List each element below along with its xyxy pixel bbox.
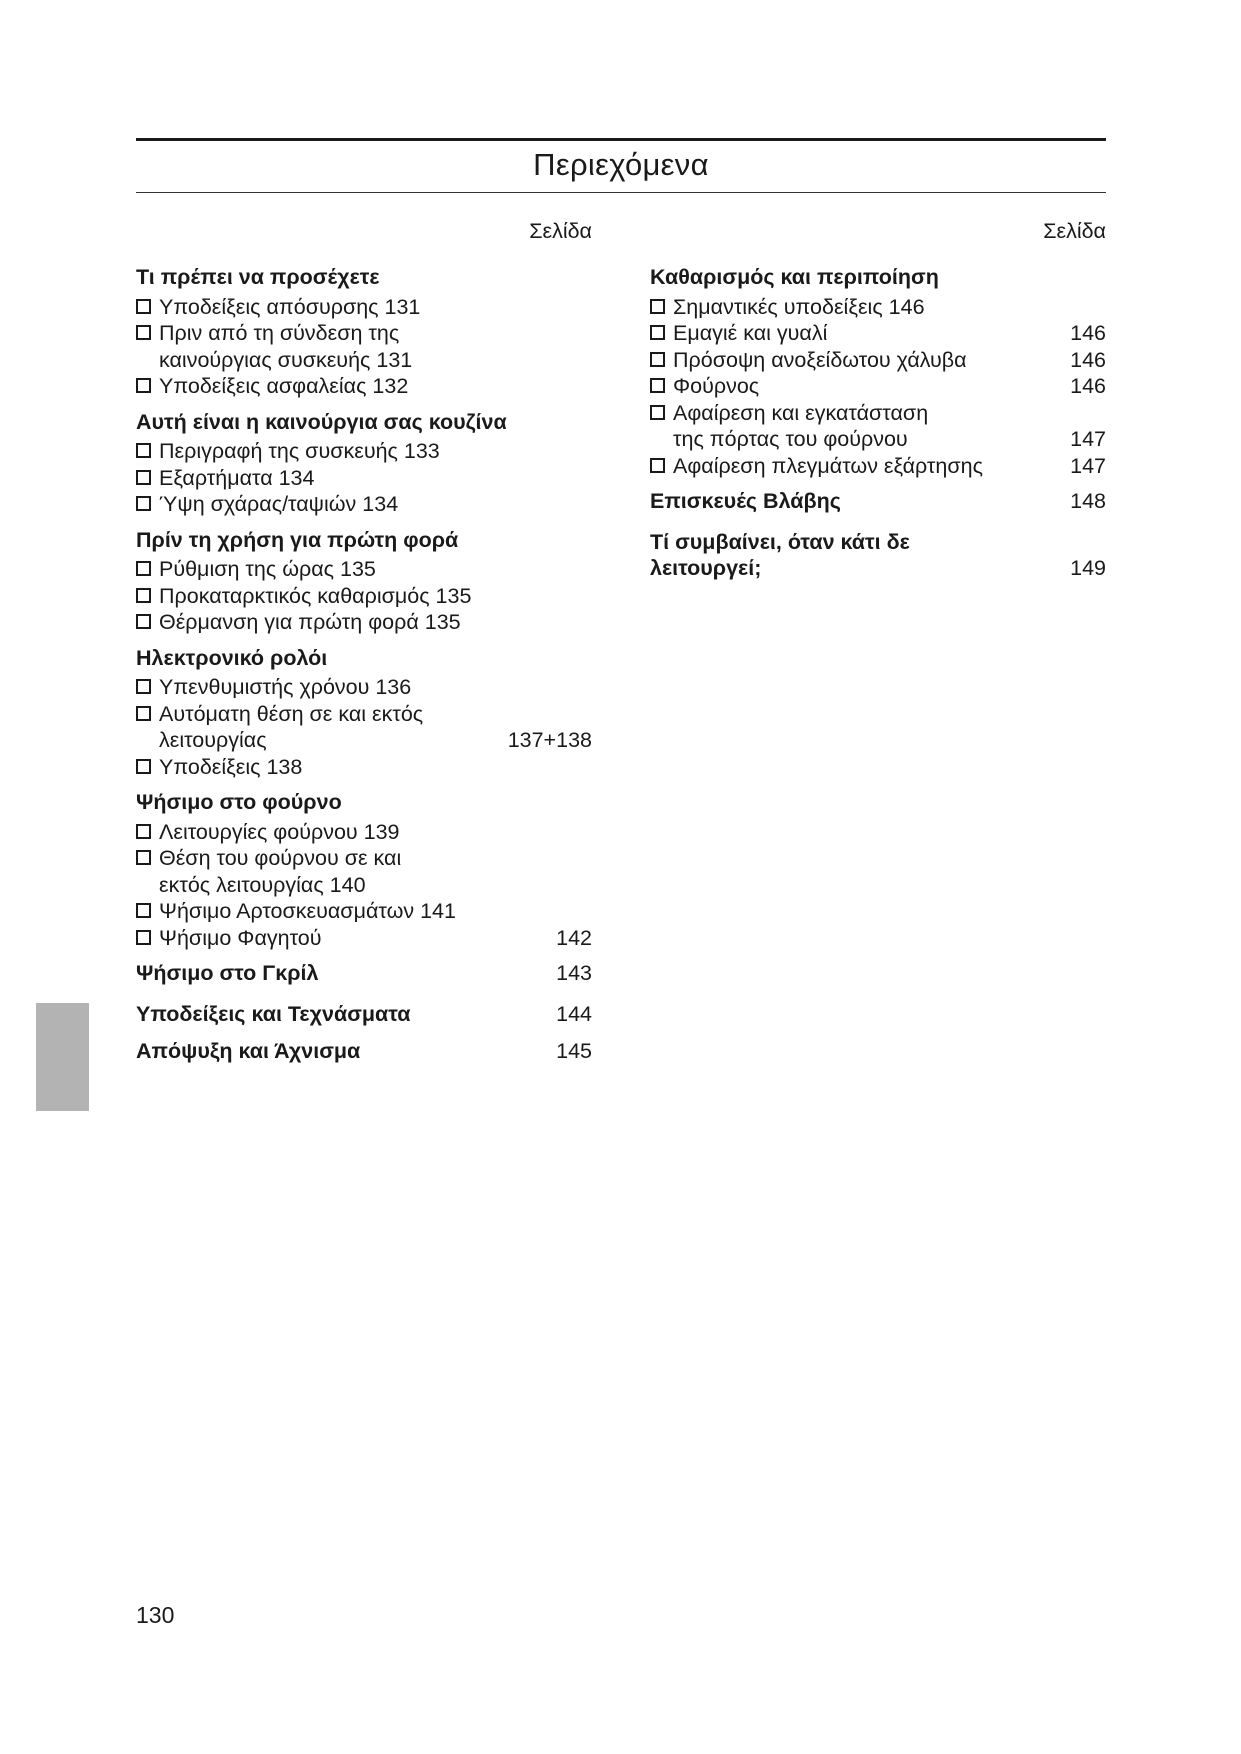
toc-item[interactable] — [136, 674, 592, 701]
toc-item-text: Ψήσιμο Φαγητού — [159, 925, 322, 950]
toc-section — [136, 409, 592, 518]
toc-item-page: 146 — [1070, 321, 1106, 345]
toc-item-line: Θέση του φούρνου σε και — [159, 846, 402, 870]
toc-section — [136, 1001, 592, 1028]
toc-item[interactable] — [136, 465, 592, 492]
toc-item-text: Υπενθυμιστής χρόνου 136 — [159, 675, 412, 699]
toc-heading-text — [650, 529, 1058, 582]
toc-item-text: Υποδείξεις απόσυρσης 131 — [159, 294, 421, 319]
checkbox-square-icon — [650, 458, 665, 473]
toc-item[interactable] — [650, 373, 1106, 400]
checkbox-square-icon — [136, 706, 151, 721]
checkbox-square-icon — [136, 903, 151, 918]
checkbox-square-icon — [136, 496, 151, 511]
toc-section — [650, 529, 1106, 582]
toc-item-text: Υποδείξεις ασφαλείας 132 — [159, 374, 409, 398]
checkbox-square-icon — [136, 325, 151, 340]
toc-item-text — [159, 320, 592, 373]
page-column-label: Σελίδα — [1043, 219, 1106, 243]
checkbox-square-icon — [136, 850, 151, 865]
checkbox-square-icon — [136, 561, 151, 576]
toc-section-heading[interactable] — [136, 1001, 592, 1028]
checkbox-square-icon — [136, 470, 151, 485]
toc-section — [650, 264, 1106, 479]
toc-item-line: Αφαίρεση και εγκατάσταση — [673, 400, 929, 425]
page-title: Περιεχόμενα — [533, 147, 709, 182]
toc-section-heading[interactable] — [650, 264, 1106, 291]
toc-section — [136, 1038, 592, 1065]
page-number: 130 — [136, 1602, 175, 1628]
toc-section-heading[interactable] — [136, 264, 592, 291]
toc-heading-text: Καθαρισμός και περιποίηση — [650, 265, 939, 289]
toc-section — [136, 960, 592, 987]
toc-item[interactable] — [650, 347, 1106, 374]
toc-item[interactable] — [136, 925, 592, 952]
toc-item-text: Σημαντικές υποδείξεις 146 — [673, 294, 925, 319]
checkbox-square-icon — [136, 824, 151, 839]
toc-item[interactable] — [136, 294, 592, 321]
checkbox-square-icon — [650, 325, 665, 340]
toc-heading-text: Αυτή είναι η καινούργια σας κουζίνα — [136, 409, 507, 434]
toc-left-column — [136, 218, 592, 1074]
toc-item-text: Αφαίρεση πλεγμάτων εξάρτησης — [673, 453, 983, 478]
toc-item[interactable] — [136, 754, 592, 781]
toc-item-text: Θέρμανση για πρώτη φορά 135 — [159, 610, 461, 634]
toc-heading-page: 145 — [556, 1039, 592, 1063]
toc-item-page: 147 — [1070, 427, 1106, 451]
toc-item-line: Πριν από τη σύνδεση της — [159, 321, 400, 345]
toc-section — [136, 527, 592, 636]
toc-section-heading[interactable] — [136, 409, 592, 436]
toc-item-text — [673, 400, 1060, 453]
checkbox-square-icon — [136, 443, 151, 458]
checkbox-square-icon — [650, 352, 665, 367]
toc-item[interactable] — [136, 898, 592, 925]
toc-section — [136, 645, 592, 781]
toc-item-text: Περιγραφή της συσκευής 133 — [159, 439, 440, 463]
toc-section — [136, 264, 592, 400]
toc-item-page: 137+138 — [507, 728, 592, 752]
toc-section-heading[interactable] — [136, 527, 592, 554]
toc-item-text: Λειτουργίες φούρνου 139 — [159, 819, 400, 844]
toc-item[interactable] — [136, 819, 592, 846]
toc-item-page: 146 — [1070, 374, 1106, 398]
page-column-label: Σελίδα — [529, 219, 592, 243]
toc-heading-text: Απόψυξη και Άχνισμα — [136, 1039, 361, 1063]
chapter-tab-marker — [36, 1003, 89, 1111]
checkbox-square-icon — [650, 378, 665, 393]
toc-item-line-cont: καινούργιας συσκευής 131 — [159, 347, 413, 372]
toc-item-text: Προκαταρκτικός καθαρισμός 135 — [159, 583, 472, 608]
toc-item-text: Ρύθμιση της ώρας 135 — [159, 557, 376, 581]
toc-item-text: Ύψη σχάρας/ταψιών 134 — [159, 492, 399, 516]
checkbox-square-icon — [136, 588, 151, 603]
toc-item[interactable] — [136, 320, 592, 373]
toc-item[interactable] — [650, 400, 1106, 453]
toc-heading-line: Τί συμβαίνει, όταν κάτι δε — [650, 529, 910, 554]
toc-heading-text: Πρίν τη χρήση για πρώτη φορά — [136, 527, 459, 552]
toc-item-line: Αυτόματη θέση σε και εκτός — [159, 701, 424, 726]
toc-heading-page: 148 — [1070, 489, 1106, 513]
toc-heading-page: 144 — [556, 1001, 592, 1026]
checkbox-square-icon — [650, 299, 665, 314]
toc-section-heading[interactable] — [650, 529, 1106, 582]
toc-heading-text: Ψήσιμο στο Γκρίλ — [136, 961, 319, 985]
toc-heading-text: Ηλεκτρονικό ρολόι — [136, 645, 328, 670]
toc-item[interactable] — [136, 845, 592, 898]
toc-item-text: Εξαρτήματα 134 — [159, 465, 315, 490]
toc-section — [136, 789, 592, 951]
toc-heading-text: Ψήσιμο στο φούρνο — [136, 790, 342, 814]
toc-section — [650, 488, 1106, 515]
toc-item-line-cont: εκτός λειτουργίας 140 — [159, 872, 366, 897]
toc-heading-page: 143 — [556, 961, 592, 985]
toc-item[interactable] — [136, 438, 592, 465]
toc-item[interactable] — [136, 701, 592, 754]
checkbox-square-icon — [136, 299, 151, 314]
toc-item-line-cont: λειτουργίας — [159, 728, 267, 752]
toc-section-heading[interactable] — [650, 488, 1106, 515]
toc-item-text: Ψήσιμο Αρτοσκευασμάτων 141 — [159, 899, 456, 923]
checkbox-square-icon — [136, 378, 151, 393]
toc-heading-line-cont: λειτουργεί; — [650, 556, 762, 580]
toc-section-heading[interactable] — [136, 645, 592, 672]
toc-item[interactable] — [650, 294, 1106, 321]
toc-item[interactable] — [136, 373, 592, 400]
toc-section-heading[interactable] — [136, 1038, 592, 1065]
toc-item-line-cont: της πόρτας του φούρνου — [673, 427, 908, 451]
toc-item[interactable] — [650, 453, 1106, 480]
toc-item-text: Φούρνος — [673, 374, 760, 398]
toc-item[interactable] — [136, 556, 592, 583]
toc-heading-text: Υποδείξεις και Τεχνάσματα — [136, 1001, 411, 1026]
toc-item-text: Υποδείξεις 138 — [159, 754, 303, 779]
toc-item[interactable] — [136, 583, 592, 610]
toc-item[interactable] — [136, 609, 592, 636]
toc-section-heading[interactable] — [136, 960, 592, 987]
toc-heading-text: Τι πρέπει να προσέχετε — [136, 265, 380, 289]
toc-item-text: Πρόσοψη ανοξείδωτου χάλυβα — [673, 347, 967, 372]
checkbox-square-icon — [136, 759, 151, 774]
toc-section-heading[interactable] — [136, 789, 592, 816]
toc-item-page: 142 — [556, 925, 592, 950]
toc-heading-text: Επισκευές Βλάβης — [650, 489, 841, 513]
toc-item-page: 147 — [1070, 453, 1106, 478]
toc-item[interactable] — [136, 491, 592, 518]
title-top-rule — [136, 138, 1106, 141]
toc-item-text — [159, 845, 592, 898]
toc-item-page: 146 — [1070, 347, 1106, 372]
toc-right-column — [650, 218, 1106, 591]
checkbox-square-icon — [650, 405, 665, 420]
toc-item-text — [159, 701, 498, 754]
checkbox-square-icon — [136, 679, 151, 694]
checkbox-square-icon — [136, 614, 151, 629]
toc-item-text: Εμαγιέ και γυαλί — [673, 321, 828, 345]
checkbox-square-icon — [136, 930, 151, 945]
title-bottom-rule — [136, 192, 1106, 193]
toc-heading-page: 149 — [1070, 556, 1106, 580]
toc-item[interactable] — [650, 320, 1106, 347]
